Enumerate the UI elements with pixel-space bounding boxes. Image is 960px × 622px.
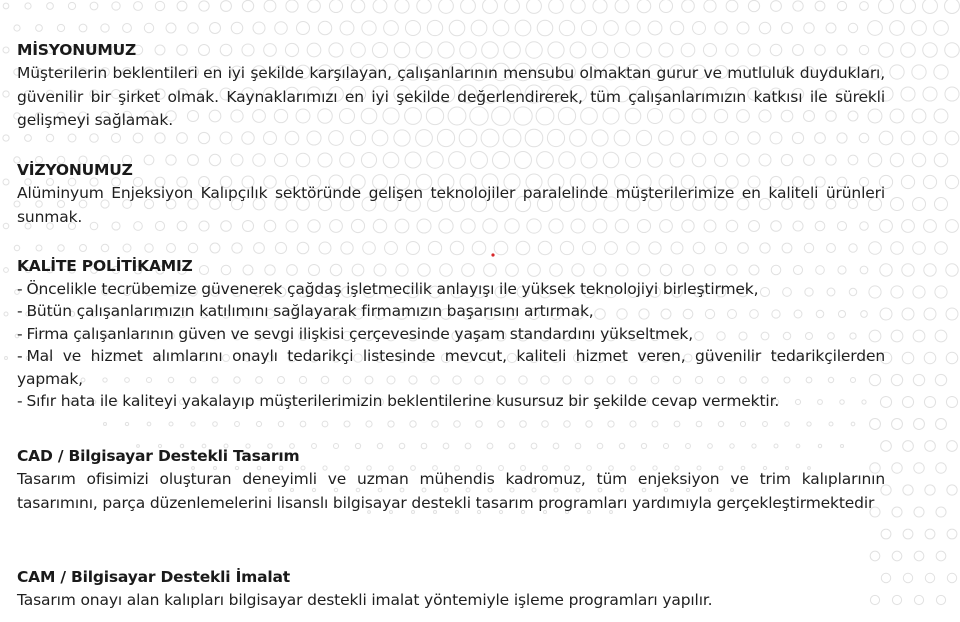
background-dot bbox=[936, 595, 945, 604]
background-dot bbox=[912, 65, 926, 79]
background-dot bbox=[914, 595, 923, 604]
mission-heading: MİSYONUMUZ bbox=[17, 41, 137, 59]
background-dot bbox=[891, 330, 903, 342]
background-dot bbox=[925, 485, 935, 495]
background-dot bbox=[924, 264, 936, 276]
background-dot bbox=[914, 419, 925, 430]
list-item: - Bütün çalışanlarımızın katılımını sağlayarak firmamızın başarısını artırmak, bbox=[17, 302, 594, 321]
background-dot bbox=[936, 463, 946, 473]
background-dot bbox=[902, 396, 913, 407]
background-dot bbox=[946, 308, 958, 320]
background-dot bbox=[903, 441, 914, 452]
cad-heading: CAD / Bilgisayar Destekli Tasarım bbox=[17, 447, 300, 465]
cam-section bbox=[17, 567, 885, 613]
list-item-text: Firma çalışanlarının güven ve sevgi ilişkisi çerçevesinde yaşam standardını yükseltmek, bbox=[26, 324, 693, 343]
background-dot bbox=[934, 109, 948, 123]
background-dot bbox=[913, 374, 924, 385]
background-dot bbox=[924, 396, 935, 407]
background-dot bbox=[3, 179, 9, 185]
list-item: - Mal ve hizmet alımlarını onaylı tedarikçi listesinde mevcut, kaliteli hizmet veren, güvenilir tedarikçilerden yapmak, bbox=[17, 347, 885, 388]
cam-text: Tasarım onayı alan kalıpları bilgisayar destekli imalat yöntemiyle işleme programları yapılır. bbox=[17, 591, 713, 609]
background-dot bbox=[890, 65, 904, 79]
background-dot bbox=[947, 485, 957, 495]
background-dot bbox=[923, 87, 937, 101]
background-dot bbox=[945, 175, 958, 188]
background-dot bbox=[902, 264, 914, 276]
background-dot bbox=[901, 131, 915, 145]
background-dot bbox=[934, 21, 949, 36]
cad-section bbox=[17, 446, 885, 515]
background-dot bbox=[890, 197, 903, 210]
mission-text: Müşterilerin beklentileri en iyi şekilde karşılayan, çalışanlarının mensubu olmaktan gurur ve mutluluk duydukları, güvenilir bir şirket olmak. Kaynaklarımızı en iyi şekilde değerlendirerek, tüm çalışanlarımızın katkısı ile sürekli gelişmeyi sağlamak. bbox=[17, 64, 885, 129]
list-item: - Firma çalışanlarının güven ve sevgi ilişkisi çerçevesinde yaşam standardını yükseltmek, bbox=[17, 324, 693, 343]
list-item-text: Mal ve hizmet alımlarını onaylı tedarikçi listesinde mevcut, kaliteli hizmet veren, güvenilir tedarikçilerden yapmak, bbox=[17, 347, 885, 388]
background-dot bbox=[902, 308, 914, 320]
vision-heading: VİZYONUMUZ bbox=[17, 161, 133, 179]
background-dot bbox=[936, 551, 946, 561]
background-dot bbox=[901, 87, 915, 101]
background-dot bbox=[924, 308, 936, 320]
background-dot bbox=[947, 529, 957, 539]
background-dot bbox=[913, 330, 925, 342]
background-dot bbox=[912, 153, 925, 166]
background-dot bbox=[935, 374, 946, 385]
background-dot bbox=[935, 286, 947, 298]
background-dot bbox=[925, 529, 935, 539]
vision-section bbox=[17, 160, 885, 229]
background-dot bbox=[924, 352, 936, 364]
background-dot bbox=[934, 197, 947, 210]
background-dot bbox=[901, 175, 914, 188]
background-dot bbox=[925, 441, 936, 452]
list-item-text: Öncelikle tecrübemize güvenerek çağdaş işletmecilik anlayışı ile yüksek teknolojiyi birleştirmek, bbox=[26, 280, 759, 298]
background-dot bbox=[892, 463, 902, 473]
background-dot bbox=[923, 0, 938, 13]
background-dot bbox=[946, 264, 958, 276]
mission-section bbox=[17, 40, 885, 133]
list-item: - Sıfır hata ile kaliteyi yakalayıp müşterilerimizin beklentilerine kusursuz bir şekilde cevap vermektir. bbox=[17, 392, 780, 411]
background-dot bbox=[935, 330, 947, 342]
background-dot bbox=[934, 65, 948, 79]
background-dot bbox=[946, 220, 959, 233]
vision-text: Alüminyum Enjeksiyon Kalıpçılık sektöründe gelişen teknolojiler paralelinde müşterilerimize en kaliteli ürünleri sunmak. bbox=[17, 184, 885, 226]
background-dot bbox=[5, 357, 8, 360]
cam-heading: CAM / Bilgisayar Destekli İmalat bbox=[17, 568, 290, 586]
background-dot bbox=[945, 87, 959, 101]
background-dot bbox=[914, 551, 924, 561]
background-dot bbox=[901, 0, 916, 13]
background-dot bbox=[913, 286, 925, 298]
background-dot bbox=[935, 242, 948, 255]
list-item-text: Bütün çalışanlarımızın katılımını sağlayarak firmamızın başarısını artırmak, bbox=[26, 302, 594, 321]
background-dot bbox=[3, 223, 9, 229]
background-dot bbox=[892, 595, 901, 604]
background-dot bbox=[924, 220, 937, 233]
background-dot bbox=[912, 197, 925, 210]
background-dot bbox=[934, 153, 947, 166]
background-dot bbox=[3, 47, 9, 53]
list-item-text: Sıfır hata ile kaliteyi yakalayıp müşterilerimizin beklentilerine kusursuz bir şekilde cevap vermektir. bbox=[26, 392, 780, 411]
background-dot bbox=[945, 131, 959, 145]
background-dot bbox=[902, 352, 914, 364]
background-dot bbox=[902, 220, 915, 233]
background-dot bbox=[4, 268, 9, 273]
background-dot bbox=[890, 21, 905, 36]
background-dot bbox=[891, 286, 903, 298]
background-dot bbox=[903, 529, 913, 539]
background-dot bbox=[891, 374, 902, 385]
background-dot bbox=[4, 312, 8, 316]
background-dot bbox=[923, 131, 937, 145]
background-dot bbox=[936, 507, 946, 517]
background-dot bbox=[890, 109, 904, 123]
background-dot bbox=[901, 43, 916, 58]
background-dot bbox=[3, 91, 9, 97]
background-dot bbox=[903, 573, 912, 582]
background-dot bbox=[912, 109, 926, 123]
background-dot bbox=[914, 463, 924, 473]
cad-text: Tasarım ofisimizi oluşturan deneyimli ve uzman mühendis kadromuz, tüm enjeksiyon ve trim kalıplarının tasarımını, parça düzenlemelerini lisanslı bilgisayar destekli tasarım programları yardımıyla gerçekleştirmektedir bbox=[17, 470, 885, 512]
list-item: - Öncelikle tecrübemize güvenerek çağdaş işletmecilik anlayışı ile yüksek teknolojiyi birleştirmek, bbox=[17, 280, 759, 298]
background-dot bbox=[923, 43, 938, 58]
background-dot bbox=[923, 175, 936, 188]
quality-policy-section bbox=[17, 256, 885, 412]
background-dot bbox=[947, 573, 956, 582]
background-dot bbox=[903, 485, 913, 495]
background-dot bbox=[912, 21, 927, 36]
background-dot bbox=[913, 242, 926, 255]
background-dot bbox=[914, 507, 924, 517]
background-dot bbox=[3, 135, 9, 141]
background-dot bbox=[936, 419, 947, 430]
background-dot bbox=[947, 441, 958, 452]
background-dot bbox=[890, 153, 903, 166]
background-dot bbox=[3, 3, 9, 9]
background-dot bbox=[945, 0, 960, 13]
background-dot bbox=[925, 573, 934, 582]
background-dot bbox=[946, 396, 957, 407]
background-dot bbox=[892, 419, 903, 430]
background-dot bbox=[892, 551, 902, 561]
background-dot bbox=[945, 43, 960, 58]
quality-policy-heading: KALİTE POLİTİKAMIZ bbox=[17, 257, 193, 275]
background-dot bbox=[946, 352, 958, 364]
quality-policy-list bbox=[17, 278, 885, 412]
document-page bbox=[17, 0, 885, 622]
background-dot bbox=[892, 507, 902, 517]
background-dot bbox=[891, 242, 904, 255]
